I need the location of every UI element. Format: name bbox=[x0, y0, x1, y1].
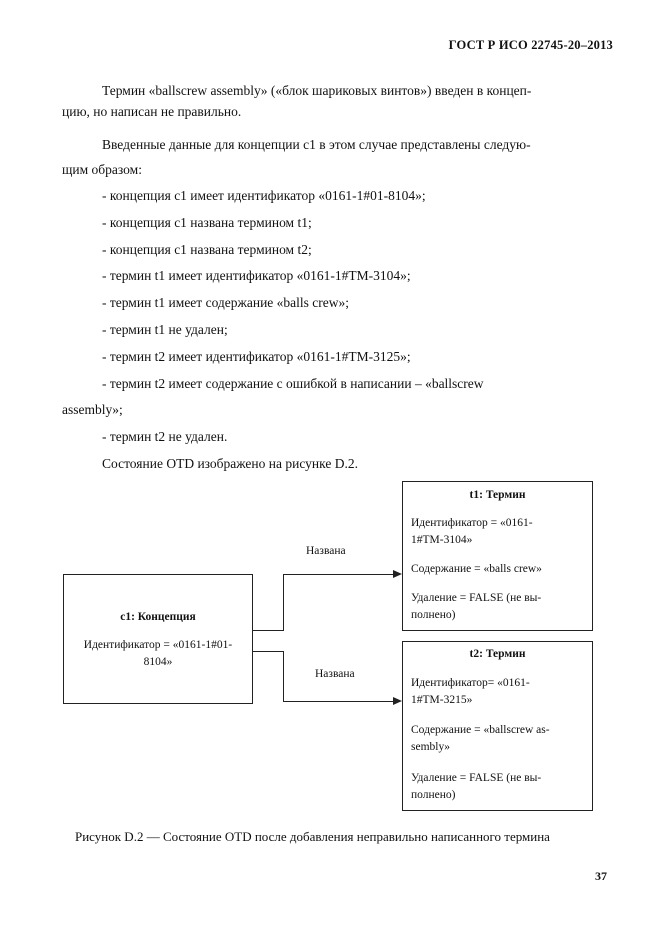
term2-deletion bbox=[411, 770, 586, 804]
figure-caption: Рисунок D.2 — Состояние OTD после добавления неправильно написанного термина bbox=[75, 829, 550, 844]
figure-reference: Состояние OTD изображено на рисунке D.2. bbox=[102, 456, 358, 471]
edge-bottom-stub bbox=[253, 651, 284, 652]
paragraph-1-line-1: Термин «ballscrew assembly» («блок шариковых винтов») введен в концеп- bbox=[102, 83, 532, 98]
concept-title: c1: Концепция bbox=[120, 611, 196, 623]
list-item: - термин t1 не удален; bbox=[102, 322, 228, 337]
list-item: - термин t2 имеет содержание с ошибкой в написании – «ballscrew bbox=[102, 376, 484, 391]
edge-top-vertical bbox=[283, 574, 284, 631]
paragraph-2-line-1: Введенные данные для концепции c1 в этом случае представлены следую- bbox=[102, 137, 531, 152]
edge-top-horizontal bbox=[283, 574, 394, 575]
list-item: - концепция c1 названа термином t1; bbox=[102, 215, 312, 230]
term1-box bbox=[402, 481, 593, 631]
term1-deletion-line-2: полнено) bbox=[411, 609, 456, 621]
list-item: - термин t2 имеет идентификатор «0161-1#TM-3125»; bbox=[102, 349, 411, 364]
term2-content bbox=[411, 722, 586, 756]
edge-bottom-vertical bbox=[283, 651, 284, 702]
term1-identifier-line-2: 1#TM-3104» bbox=[411, 534, 473, 546]
edge-bottom-horizontal bbox=[283, 701, 394, 702]
page-number: 37 bbox=[595, 869, 607, 883]
term1-deletion-line-1: Удаление = FALSE (не вы- bbox=[411, 592, 542, 604]
term1-content: Содержание = «balls crew» bbox=[411, 563, 542, 575]
term2-title: t2: Термин bbox=[469, 648, 526, 660]
edge-bottom-label: Названа bbox=[315, 668, 355, 680]
term2-box bbox=[402, 641, 593, 811]
concept-identifier-line-1: Идентификатор = «0161-1#01- bbox=[83, 639, 233, 651]
term2-deletion-line-2: полнено) bbox=[411, 789, 456, 801]
edge-bottom-arrowhead bbox=[393, 697, 402, 705]
list-item: - термин t2 не удален. bbox=[102, 429, 228, 444]
list-item-continuation: assembly»; bbox=[62, 402, 123, 417]
document-header: ГОСТ Р ИСО 22745-20–2013 bbox=[448, 38, 613, 52]
concept-box bbox=[63, 574, 253, 704]
concept-identifier-line-2: 8104» bbox=[143, 656, 173, 668]
term1-identifier-line-1: Идентификатор = «0161- bbox=[411, 517, 533, 529]
term2-content-line-1: Содержание = «ballscrew as- bbox=[411, 724, 550, 736]
term1-title: t1: Термин bbox=[469, 489, 526, 501]
term2-deletion-line-1: Удаление = FALSE (не вы- bbox=[411, 772, 542, 784]
term2-content-line-2: sembly» bbox=[411, 741, 450, 753]
term2-identifier bbox=[411, 675, 586, 709]
term2-identifier-line-1: Идентификатор= «0161- bbox=[411, 677, 530, 689]
edge-top-label: Названа bbox=[306, 545, 346, 557]
concept-identifier bbox=[64, 637, 252, 671]
term1-identifier bbox=[411, 515, 586, 549]
term2-identifier-line-2: 1#TM-3215» bbox=[411, 694, 473, 706]
paragraph-1-line-2: цию, но написан не правильно. bbox=[62, 104, 242, 119]
term1-deletion bbox=[411, 590, 586, 624]
edge-top-arrowhead bbox=[393, 570, 402, 578]
list-item: - термин t1 имеет идентификатор «0161-1#TM-3104»; bbox=[102, 268, 411, 283]
list-item: - концепция c1 названа термином t2; bbox=[102, 242, 312, 257]
paragraph-2-line-2: щим образом: bbox=[62, 162, 142, 177]
edge-top-stub bbox=[253, 630, 284, 631]
list-item: - концепция c1 имеет идентификатор «0161-1#01-8104»; bbox=[102, 188, 426, 203]
list-item: - термин t1 имеет содержание «balls crew»; bbox=[102, 295, 350, 310]
